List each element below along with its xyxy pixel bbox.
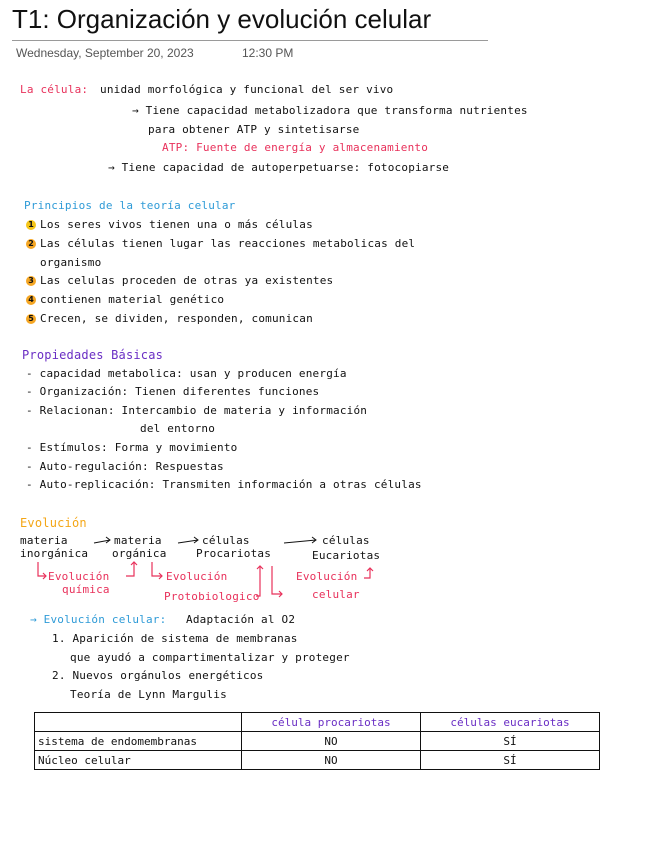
celula-definition: unidad morfológica y funcional del ser vivo [100, 83, 394, 96]
table-row [35, 732, 600, 751]
principio-number-badge: 4 [26, 295, 36, 305]
principio-item: contienen material genético [40, 293, 225, 306]
celula-atp-line: ATP: Fuente de energía y almacenamiento [162, 141, 429, 154]
principio-number-badge: 2 [26, 239, 36, 249]
evolucion-celular-def: Adaptación al O2 [186, 613, 296, 626]
table-row-label: sistema de endomembranas [35, 732, 242, 751]
propiedad-item: del entorno [140, 422, 216, 435]
principio-item: Crecen, se dividen, responden, comunican [40, 312, 313, 325]
principio-number-badge: 1 [26, 220, 36, 230]
evo-quimica-1: Evolución [48, 570, 110, 583]
table-row-label: Núcleo celular [35, 751, 242, 770]
evolucion-point-1: 1. Aparición de sistema de membranas [52, 632, 298, 645]
materia-inorganica-2: inorgánica [20, 547, 89, 560]
table-header-empty [35, 713, 242, 732]
table-header-eucariotas: células eucariotas [421, 713, 600, 732]
principio-item: Las celulas proceden de otras ya existentes [40, 274, 334, 287]
principio-number-badge: 3 [26, 276, 36, 286]
propiedades-heading: Propiedades Básicas [22, 348, 164, 362]
comparison-table [34, 712, 600, 770]
celula-line-1: → Tiene capacidad metabolizadora que transforma nutrientes [132, 104, 528, 117]
propiedad-item: - Auto-replicación: Transmiten información a otras células [26, 478, 422, 491]
celula-label: La célula: [20, 83, 89, 96]
table-cell: NO [242, 751, 421, 770]
table-cell: SÍ [421, 751, 600, 770]
evolucion-heading: Evolución [20, 516, 87, 530]
page-title: T1: Organización y evolución celular [12, 4, 432, 34]
principio-item: Las células tienen lugar las reacciones metabolicas del [40, 237, 416, 250]
evo-cel-1: Evolución [296, 570, 358, 583]
evo-proto-2: Protobiologico [164, 590, 260, 603]
evo-proto-1: Evolución [166, 570, 228, 583]
evo-cel-2: celular [312, 588, 360, 601]
procariotas-1: células [202, 534, 250, 547]
evolucion-celular-label: → Evolución celular: [30, 613, 167, 626]
principios-heading: Principios de la teoría celular [24, 199, 236, 212]
celula-line-2: para obtener ATP y sintetisarse [148, 123, 360, 136]
evo-quimica-2: química [62, 583, 110, 596]
principio-item: Los seres vivos tienen una o más células [40, 218, 313, 231]
evolucion-point-2: 2. Nuevos orgánulos energéticos [52, 669, 264, 682]
materia-organica-2: orgánica [112, 547, 167, 560]
celula-line-4: → Tiene capacidad de autoperpetuarse: fotocopiarse [108, 161, 450, 174]
table-cell: NO [242, 732, 421, 751]
procariotas-2: Procariotas [196, 547, 272, 560]
table-cell: SÍ [421, 732, 600, 751]
principio-number-badge: 5 [26, 314, 36, 324]
evolucion-point-1b: que ayudó a compartimentalizar y proteger [70, 651, 350, 664]
materia-inorganica-1: materia [20, 534, 68, 547]
table-header-procariotas: célula procariotas [242, 713, 421, 732]
propiedad-item: - Auto-regulación: Respuestas [26, 460, 224, 473]
note-date: Wednesday, September 20, 2023 [16, 46, 194, 60]
propiedad-item: - Estímulos: Forma y movimiento [26, 441, 238, 454]
evolucion-point-2b: Teoría de Lynn Margulis [70, 688, 227, 701]
eucariotas-2: Eucariotas [312, 549, 381, 562]
propiedad-item: - Organización: Tienen diferentes funciones [26, 385, 320, 398]
principio-item: organismo [40, 256, 102, 269]
note-time: 12:30 PM [242, 46, 294, 60]
table-row [35, 751, 600, 770]
table-header-row [35, 713, 600, 732]
materia-organica-1: materia [114, 534, 162, 547]
propiedad-item: - capacidad metabolica: usan y producen energía [26, 367, 347, 380]
eucariotas-1: células [322, 534, 370, 547]
propiedad-item: - Relacionan: Intercambio de materia y información [26, 404, 368, 417]
